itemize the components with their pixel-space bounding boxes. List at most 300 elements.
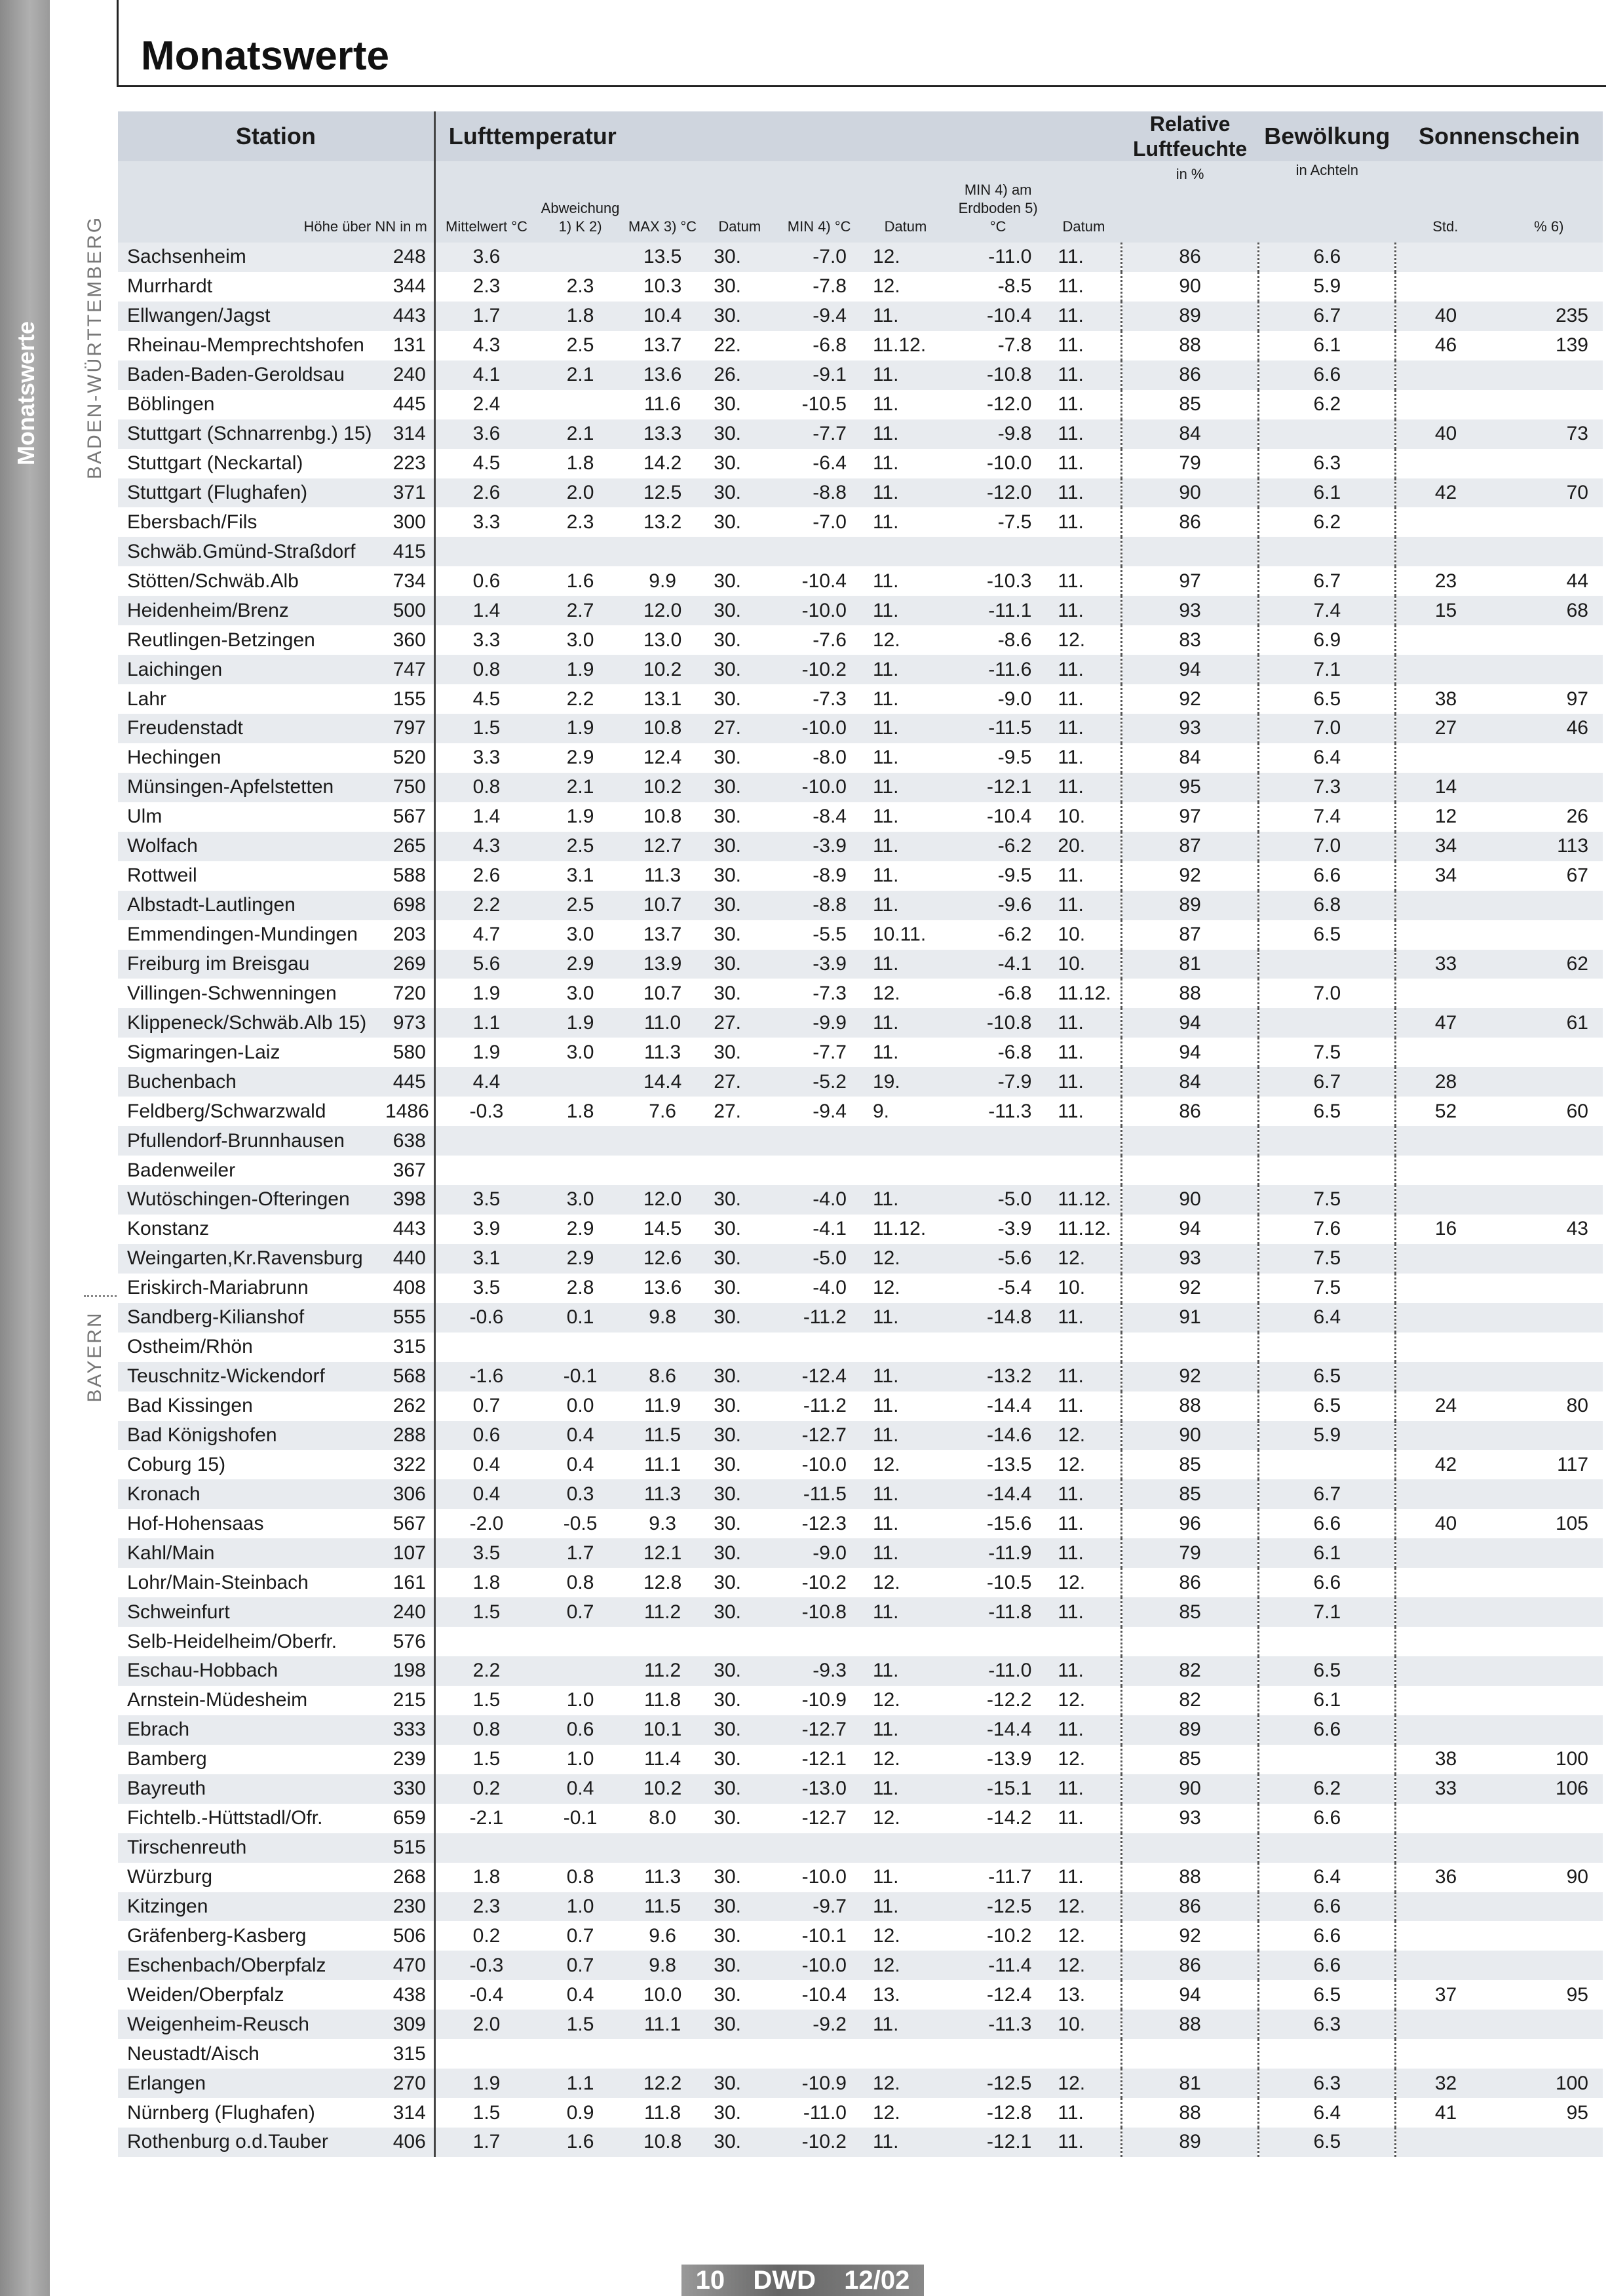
datum-max-cell: 30. — [702, 773, 777, 802]
max-cell: 13.7 — [623, 920, 702, 950]
relative-luftfeuchte-cell: 91 — [1121, 1303, 1258, 1333]
min-cell — [777, 1627, 861, 1656]
station-name-cell: Böblingen — [118, 390, 385, 419]
min-cell — [777, 1156, 861, 1185]
min-erdboden-cell — [950, 1833, 1046, 1863]
min-erdboden-cell: -8.6 — [950, 625, 1046, 655]
max-cell: 13.0 — [623, 625, 702, 655]
min-cell: -12.7 — [777, 1804, 861, 1833]
datum-min-boden-cell: 11. — [1046, 1303, 1121, 1333]
min-cell: -8.9 — [777, 861, 861, 891]
bewoelkung-cell: 7.5 — [1259, 1038, 1396, 1067]
min-erdboden-cell: -11.6 — [950, 655, 1046, 684]
sonnenschein-std-cell — [1396, 243, 1495, 272]
bewoelkung-cell: 7.5 — [1259, 1244, 1396, 1274]
station-hoehe-cell: 344 — [385, 272, 434, 302]
sonnenschein-std-cell — [1396, 1362, 1495, 1391]
sonnenschein-std-cell — [1396, 1951, 1495, 1980]
table-row — [118, 1686, 1603, 1715]
datum-min-boden-cell — [1046, 1833, 1121, 1863]
abweichung-cell: 0.0 — [537, 1391, 623, 1421]
max-cell: 14.5 — [623, 1215, 702, 1244]
datum-min-boden-cell: 11. — [1046, 360, 1121, 390]
mittelwert-cell: -2.0 — [434, 1509, 537, 1538]
sonnenschein-pct-cell — [1495, 390, 1603, 419]
datum-max-cell: 30. — [702, 2010, 777, 2039]
datum-min-cell: 11. — [861, 449, 950, 478]
table-row — [118, 1509, 1603, 1538]
header-pct: % 6) — [1495, 161, 1603, 243]
bewoelkung-cell: 7.0 — [1259, 714, 1396, 743]
mittelwert-cell: 1.8 — [434, 1863, 537, 1892]
mittelwert-cell: 1.5 — [434, 2098, 537, 2128]
sonnenschein-std-cell — [1396, 1479, 1495, 1509]
header-abweichung: Abweichung 1) K 2) — [537, 161, 623, 243]
min-erdboden-cell: -14.6 — [950, 1421, 1046, 1450]
sonnenschein-std-cell — [1396, 1597, 1495, 1627]
sonnenschein-std-cell — [1396, 1892, 1495, 1922]
datum-max-cell — [702, 537, 777, 566]
station-hoehe-cell: 265 — [385, 832, 434, 861]
relative-luftfeuchte-cell: 86 — [1121, 1892, 1258, 1922]
abweichung-cell — [537, 243, 623, 272]
min-cell — [777, 1833, 861, 1863]
min-erdboden-cell: -10.0 — [950, 449, 1046, 478]
table-row — [118, 1921, 1603, 1951]
abweichung-cell: 2.1 — [537, 419, 623, 449]
datum-min-boden-cell: 11. — [1046, 2128, 1121, 2157]
abweichung-cell: 1.7 — [537, 1538, 623, 1568]
datum-min-cell: 11. — [861, 1656, 950, 1686]
sonnenschein-pct-cell — [1495, 1244, 1603, 1274]
datum-min-cell: 10.11. — [861, 920, 950, 950]
station-name-cell: Teuschnitz-Wickendorf — [118, 1362, 385, 1391]
sonnenschein-std-cell: 37 — [1396, 1980, 1495, 2010]
bewoelkung-cell: 6.5 — [1259, 1980, 1396, 2010]
relative-luftfeuchte-cell: 89 — [1121, 891, 1258, 920]
station-hoehe-cell: 750 — [385, 773, 434, 802]
datum-min-cell: 12. — [861, 243, 950, 272]
station-hoehe-cell: 322 — [385, 1450, 434, 1479]
min-erdboden-cell: -15.1 — [950, 1774, 1046, 1804]
datum-min-cell: 12. — [861, 1686, 950, 1715]
datum-min-cell: 11. — [861, 1038, 950, 1067]
datum-max-cell: 30. — [702, 1686, 777, 1715]
datum-min-cell: 11. — [861, 1008, 950, 1038]
datum-min-boden-cell: 11. — [1046, 507, 1121, 537]
station-name-cell: Kahl/Main — [118, 1538, 385, 1568]
datum-min-boden-cell: 12. — [1046, 1450, 1121, 1479]
header-station: Station — [118, 111, 434, 161]
station-name-cell: Rottweil — [118, 861, 385, 891]
min-cell: -4.0 — [777, 1274, 861, 1303]
max-cell: 11.1 — [623, 2010, 702, 2039]
mittelwert-cell: 2.4 — [434, 390, 537, 419]
datum-min-boden-cell — [1046, 537, 1121, 566]
table-row — [118, 1892, 1603, 1922]
min-erdboden-cell: -10.4 — [950, 802, 1046, 832]
sonnenschein-pct-cell — [1495, 1568, 1603, 1597]
region-label-by: BAYERN — [84, 1311, 105, 1403]
sonnenschein-std-cell: 41 — [1396, 2098, 1495, 2128]
min-erdboden-cell: -13.5 — [950, 1450, 1046, 1479]
station-name-cell: Schweinfurt — [118, 1597, 385, 1627]
max-cell: 11.2 — [623, 1656, 702, 1686]
sonnenschein-std-cell: 33 — [1396, 1774, 1495, 1804]
sonnenschein-std-cell — [1396, 1421, 1495, 1450]
sonnenschein-std-cell — [1396, 2128, 1495, 2157]
sonnenschein-pct-cell — [1495, 1303, 1603, 1333]
mittelwert-cell: 4.5 — [434, 684, 537, 714]
min-cell: -9.7 — [777, 1892, 861, 1922]
datum-max-cell: 30. — [702, 419, 777, 449]
datum-max-cell: 30. — [702, 1362, 777, 1391]
sonnenschein-pct-cell — [1495, 1274, 1603, 1303]
max-cell: 13.1 — [623, 684, 702, 714]
header-mittelwert: Mittelwert °C — [434, 161, 537, 243]
datum-min-boden-cell: 11. — [1046, 1597, 1121, 1627]
mittelwert-cell: 0.6 — [434, 1421, 537, 1450]
sonnenschein-std-cell: 15 — [1396, 596, 1495, 625]
sonnenschein-pct-cell — [1495, 1833, 1603, 1863]
sonnenschein-pct-cell: 95 — [1495, 2098, 1603, 2128]
mittelwert-cell: 2.0 — [434, 2010, 537, 2039]
datum-min-cell: 11. — [861, 1362, 950, 1391]
datum-max-cell: 30. — [702, 802, 777, 832]
station-name-cell: Hechingen — [118, 743, 385, 773]
station-hoehe-cell: 638 — [385, 1126, 434, 1156]
relative-luftfeuchte-cell: 86 — [1121, 1568, 1258, 1597]
datum-max-cell: 30. — [702, 478, 777, 508]
max-cell: 13.6 — [623, 1274, 702, 1303]
max-cell: 10.8 — [623, 714, 702, 743]
table-row — [118, 1333, 1603, 1362]
station-hoehe-cell: 203 — [385, 920, 434, 950]
relative-luftfeuchte-cell: 81 — [1121, 950, 1258, 979]
header-sonnenschein: Sonnenschein — [1396, 111, 1603, 161]
datum-max-cell: 30. — [702, 1715, 777, 1745]
min-erdboden-cell: -13.9 — [950, 1745, 1046, 1774]
station-hoehe-cell: 262 — [385, 1391, 434, 1421]
min-erdboden-cell: -11.1 — [950, 596, 1046, 625]
sonnenschein-pct-cell — [1495, 1126, 1603, 1156]
table-row — [118, 979, 1603, 1008]
datum-min-boden-cell: 11. — [1046, 1804, 1121, 1833]
table-row — [118, 1745, 1603, 1774]
min-erdboden-cell: -11.3 — [950, 1097, 1046, 1126]
abweichung-cell: 3.1 — [537, 861, 623, 891]
max-cell: 11.5 — [623, 1892, 702, 1922]
station-name-cell: Weingarten,Kr.Ravensburg — [118, 1244, 385, 1274]
sonnenschein-pct-cell — [1495, 773, 1603, 802]
station-name-cell: Lahr — [118, 684, 385, 714]
station-hoehe-cell: 223 — [385, 449, 434, 478]
mittelwert-cell: 0.8 — [434, 1715, 537, 1745]
relative-luftfeuchte-cell: 81 — [1121, 2069, 1258, 2098]
table-row — [118, 2098, 1603, 2128]
relative-luftfeuchte-cell: 86 — [1121, 507, 1258, 537]
sonnenschein-pct-cell — [1495, 1333, 1603, 1362]
table-row — [118, 714, 1603, 743]
table-row — [118, 625, 1603, 655]
max-cell: 11.3 — [623, 1038, 702, 1067]
table-row — [118, 2069, 1603, 2098]
bewoelkung-cell: 6.1 — [1259, 478, 1396, 508]
datum-min-boden-cell: 11. — [1046, 773, 1121, 802]
bewoelkung-cell: 6.1 — [1259, 331, 1396, 360]
max-cell: 8.6 — [623, 1362, 702, 1391]
abweichung-cell: 2.0 — [537, 478, 623, 508]
min-erdboden-cell: -12.1 — [950, 2128, 1046, 2157]
table-row — [118, 1627, 1603, 1656]
datum-min-boden-cell: 11. — [1046, 1067, 1121, 1097]
sonnenschein-std-cell — [1396, 390, 1495, 419]
datum-max-cell: 27. — [702, 1097, 777, 1126]
mittelwert-cell: 0.4 — [434, 1450, 537, 1479]
max-cell: 12.5 — [623, 478, 702, 508]
datum-max-cell: 30. — [702, 1892, 777, 1922]
header-datum-min-boden: Datum — [1046, 161, 1121, 243]
sonnenschein-std-cell: 40 — [1396, 1509, 1495, 1538]
datum-min-cell: 11. — [861, 507, 950, 537]
abweichung-cell: 1.8 — [537, 1097, 623, 1126]
station-hoehe-cell: 438 — [385, 1980, 434, 2010]
sonnenschein-pct-cell: 100 — [1495, 1745, 1603, 1774]
sonnenschein-std-cell — [1396, 507, 1495, 537]
datum-min-boden-cell: 12. — [1046, 1892, 1121, 1922]
min-erdboden-cell: -9.5 — [950, 861, 1046, 891]
sonnenschein-pct-cell: 139 — [1495, 331, 1603, 360]
mittelwert-cell: -1.6 — [434, 1362, 537, 1391]
sonnenschein-pct-cell — [1495, 1038, 1603, 1067]
min-erdboden-cell: -5.6 — [950, 1244, 1046, 1274]
header-feuchte-unit: in % — [1121, 161, 1258, 243]
mittelwert-cell: -0.3 — [434, 1097, 537, 1126]
datum-max-cell: 30. — [702, 920, 777, 950]
mittelwert-cell: 5.6 — [434, 950, 537, 979]
datum-min-boden-cell: 20. — [1046, 832, 1121, 861]
min-cell: -10.0 — [777, 1863, 861, 1892]
min-cell: -10.8 — [777, 1597, 861, 1627]
mittelwert-cell: 3.3 — [434, 507, 537, 537]
datum-min-cell: 11. — [861, 1538, 950, 1568]
datum-min-cell — [861, 1627, 950, 1656]
datum-max-cell: 30. — [702, 2069, 777, 2098]
datum-min-cell: 11. — [861, 743, 950, 773]
station-hoehe-cell: 443 — [385, 1215, 434, 1244]
relative-luftfeuchte-cell: 92 — [1121, 1362, 1258, 1391]
sonnenschein-pct-cell — [1495, 655, 1603, 684]
datum-min-cell: 11. — [861, 360, 950, 390]
min-cell: -9.2 — [777, 2010, 861, 2039]
datum-min-boden-cell: 11.12. — [1046, 1185, 1121, 1215]
sonnenschein-std-cell: 27 — [1396, 714, 1495, 743]
datum-min-cell: 12. — [861, 2098, 950, 2128]
table-row — [118, 2010, 1603, 2039]
mittelwert-cell: 3.5 — [434, 1538, 537, 1568]
station-name-cell: Heidenheim/Brenz — [118, 596, 385, 625]
max-cell: 11.6 — [623, 390, 702, 419]
bewoelkung-cell — [1259, 1745, 1396, 1774]
mittelwert-cell: 2.6 — [434, 478, 537, 508]
datum-min-cell: 11. — [861, 2010, 950, 2039]
datum-max-cell: 30. — [702, 1597, 777, 1627]
bewoelkung-cell: 6.2 — [1259, 390, 1396, 419]
min-erdboden-cell — [950, 2039, 1046, 2069]
mittelwert-cell: 4.3 — [434, 832, 537, 861]
sonnenschein-pct-cell: 43 — [1495, 1215, 1603, 1244]
bewoelkung-cell: 5.9 — [1259, 272, 1396, 302]
sonnenschein-pct-cell — [1495, 1892, 1603, 1922]
mittelwert-cell: 0.8 — [434, 655, 537, 684]
table-row — [118, 743, 1603, 773]
abweichung-cell: 2.5 — [537, 891, 623, 920]
max-cell: 11.9 — [623, 1391, 702, 1421]
station-hoehe-cell: 576 — [385, 1627, 434, 1656]
min-cell: -7.0 — [777, 243, 861, 272]
relative-luftfeuchte-cell: 88 — [1121, 1391, 1258, 1421]
bewoelkung-cell: 6.6 — [1259, 1715, 1396, 1745]
data-table-wrapper — [118, 111, 1603, 2157]
max-cell: 12.4 — [623, 743, 702, 773]
station-name-cell: Eriskirch-Mariabrunn — [118, 1274, 385, 1303]
sonnenschein-pct-cell — [1495, 2039, 1603, 2069]
abweichung-cell — [537, 390, 623, 419]
abweichung-cell: 2.8 — [537, 1274, 623, 1303]
max-cell — [623, 1627, 702, 1656]
min-cell: -9.1 — [777, 360, 861, 390]
max-cell: 13.5 — [623, 243, 702, 272]
table-row — [118, 1008, 1603, 1038]
datum-min-cell: 11. — [861, 566, 950, 596]
bewoelkung-cell: 6.6 — [1259, 1921, 1396, 1951]
max-cell — [623, 1156, 702, 1185]
max-cell: 11.5 — [623, 1421, 702, 1450]
station-name-cell: Emmendingen-Mundingen — [118, 920, 385, 950]
station-hoehe-cell: 300 — [385, 507, 434, 537]
sonnenschein-std-cell — [1396, 360, 1495, 390]
abweichung-cell: 1.9 — [537, 655, 623, 684]
station-name-cell: Hof-Hohensaas — [118, 1509, 385, 1538]
bewoelkung-cell: 6.4 — [1259, 2098, 1396, 2128]
datum-max-cell: 30. — [702, 1951, 777, 1980]
abweichung-cell — [537, 1627, 623, 1656]
mittelwert-cell: 1.5 — [434, 1686, 537, 1715]
max-cell: 10.2 — [623, 655, 702, 684]
abweichung-cell: 2.5 — [537, 832, 623, 861]
max-cell: 11.8 — [623, 1686, 702, 1715]
datum-min-cell: 11. — [861, 302, 950, 331]
sonnenschein-std-cell: 38 — [1396, 684, 1495, 714]
abweichung-cell: 3.0 — [537, 920, 623, 950]
station-name-cell: Arnstein-Müdesheim — [118, 1686, 385, 1715]
table-row — [118, 272, 1603, 302]
min-cell: -7.7 — [777, 419, 861, 449]
max-cell — [623, 537, 702, 566]
mittelwert-cell: 1.5 — [434, 1597, 537, 1627]
abweichung-cell: 2.3 — [537, 272, 623, 302]
relative-luftfeuchte-cell: 79 — [1121, 449, 1258, 478]
station-name-cell: Gräfenberg-Kasberg — [118, 1921, 385, 1951]
table-row — [118, 449, 1603, 478]
datum-min-cell — [861, 2039, 950, 2069]
relative-luftfeuchte-cell: 93 — [1121, 1804, 1258, 1833]
header-datum-max: Datum — [702, 161, 777, 243]
sonnenschein-pct-cell — [1495, 1715, 1603, 1745]
station-name-cell: Reutlingen-Betzingen — [118, 625, 385, 655]
table-row — [118, 832, 1603, 861]
min-cell: -10.0 — [777, 1450, 861, 1479]
datum-max-cell: 22. — [702, 331, 777, 360]
relative-luftfeuchte-cell: 87 — [1121, 920, 1258, 950]
station-hoehe-cell: 567 — [385, 1509, 434, 1538]
abweichung-cell: 1.5 — [537, 2010, 623, 2039]
station-name-cell: Konstanz — [118, 1215, 385, 1244]
max-cell: 11.4 — [623, 1745, 702, 1774]
datum-min-boden-cell: 10. — [1046, 920, 1121, 950]
sonnenschein-pct-cell — [1495, 1156, 1603, 1185]
table-row — [118, 243, 1603, 272]
station-hoehe-cell: 268 — [385, 1863, 434, 1892]
max-cell: 10.2 — [623, 1774, 702, 1804]
monthly-values-table — [118, 111, 1603, 2157]
mittelwert-cell: 1.9 — [434, 979, 537, 1008]
datum-max-cell: 30. — [702, 684, 777, 714]
max-cell: 8.0 — [623, 1804, 702, 1833]
abweichung-cell: 1.8 — [537, 449, 623, 478]
station-name-cell: Wutöschingen-Ofteringen — [118, 1185, 385, 1215]
min-cell: -12.7 — [777, 1421, 861, 1450]
bewoelkung-cell — [1259, 1450, 1396, 1479]
datum-max-cell: 30. — [702, 302, 777, 331]
bewoelkung-cell: 6.6 — [1259, 1568, 1396, 1597]
relative-luftfeuchte-cell — [1121, 1627, 1258, 1656]
station-hoehe-cell: 155 — [385, 684, 434, 714]
datum-max-cell: 30. — [702, 566, 777, 596]
side-tab-label: Monatswerte — [12, 321, 39, 466]
station-name-cell: Albstadt-Lautlingen — [118, 891, 385, 920]
sonnenschein-pct-cell: 68 — [1495, 596, 1603, 625]
sonnenschein-pct-cell — [1495, 272, 1603, 302]
datum-min-cell: 11.12. — [861, 331, 950, 360]
relative-luftfeuchte-cell: 95 — [1121, 773, 1258, 802]
sonnenschein-std-cell — [1396, 449, 1495, 478]
bewoelkung-cell: 5.9 — [1259, 1421, 1396, 1450]
datum-max-cell: 30. — [702, 1568, 777, 1597]
datum-max-cell: 30. — [702, 1656, 777, 1686]
mittelwert-cell — [434, 1333, 537, 1362]
abweichung-cell: -0.1 — [537, 1804, 623, 1833]
sonnenschein-std-cell — [1396, 655, 1495, 684]
min-cell: -5.5 — [777, 920, 861, 950]
relative-luftfeuchte-cell — [1121, 537, 1258, 566]
abweichung-cell: 1.9 — [537, 714, 623, 743]
mittelwert-cell — [434, 1126, 537, 1156]
footer-publisher: DWD — [753, 2265, 816, 2295]
station-name-cell: Ulm — [118, 802, 385, 832]
bewoelkung-cell: 7.6 — [1259, 1215, 1396, 1244]
station-name-cell: Feldberg/Schwarzwald — [118, 1097, 385, 1126]
min-cell — [777, 1333, 861, 1362]
min-cell: -3.9 — [777, 950, 861, 979]
abweichung-cell — [537, 1126, 623, 1156]
sonnenschein-pct-cell — [1495, 625, 1603, 655]
datum-max-cell: 30. — [702, 1980, 777, 2010]
datum-min-cell: 11. — [861, 832, 950, 861]
bewoelkung-cell — [1259, 1833, 1396, 1863]
abweichung-cell: 3.0 — [537, 625, 623, 655]
sonnenschein-pct-cell — [1495, 1421, 1603, 1450]
